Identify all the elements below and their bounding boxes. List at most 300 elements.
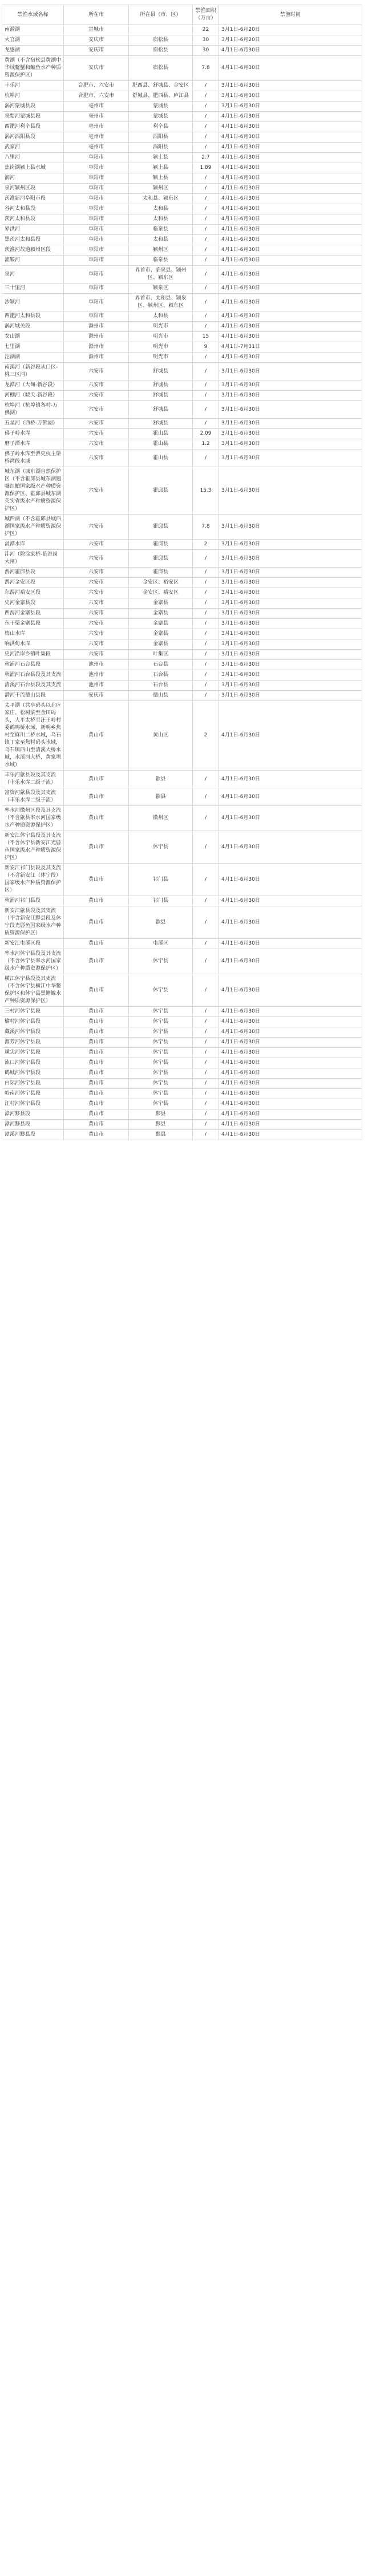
water-body-name-cell: 大官湖: [2, 35, 64, 46]
area-cell: /: [193, 122, 219, 132]
area-cell: /: [193, 639, 219, 650]
table-row: [2, 245, 362, 256]
area-cell: /: [193, 896, 219, 906]
ban-period-cell: 4月1日-6月30日: [219, 173, 362, 184]
city-cell: 黄山市: [64, 806, 129, 831]
water-body-name-cell: 富资河歙县段及其支流（丰乐水库二级子流）: [2, 788, 64, 806]
county-cell: 休宁县: [129, 1038, 193, 1048]
area-cell: /: [193, 1130, 219, 1140]
city-cell: 黄山市: [64, 1038, 129, 1048]
water-body-name-cell: 涡河城关段: [2, 322, 64, 332]
header-name: 禁渔水域名称: [2, 5, 64, 25]
city-cell: 亳州市: [64, 122, 129, 132]
city-cell: 黄山市: [64, 771, 129, 788]
city-cell: 阜阳市: [64, 256, 129, 266]
city-cell: 六安市: [64, 619, 129, 629]
ban-period-cell: 3月1日-6月30日: [219, 691, 362, 701]
county-cell: 休宁县: [129, 1089, 193, 1099]
table-row: [2, 578, 362, 588]
county-cell: 歙县: [129, 788, 193, 806]
area-cell: /: [193, 1120, 219, 1130]
city-cell: 滁州市: [64, 332, 129, 342]
water-body-name-cell: 汪村河休宁县段: [2, 1099, 64, 1109]
water-body-name-cell: 秋浦河祁门县段: [2, 896, 64, 906]
city-cell: 黄山市: [64, 906, 129, 939]
ban-period-cell: 4月1日-6月30日: [219, 949, 362, 974]
area-cell: 30: [193, 35, 219, 46]
area-cell: /: [193, 380, 219, 391]
area-cell: /: [193, 598, 219, 609]
water-body-name-cell: 润河: [2, 173, 64, 184]
table-row: [2, 629, 362, 639]
ban-period-cell: 4月1日-6月30日: [219, 294, 362, 311]
ban-period-cell: 3月1日-6月30日: [219, 102, 362, 112]
table-row: [2, 56, 362, 81]
water-body-name-cell: 沣河（除涂家桥-临淮岗大闸）: [2, 550, 64, 568]
city-cell: 阜阳市: [64, 266, 129, 283]
county-cell: 金寨县: [129, 619, 193, 629]
city-cell: 池州市: [64, 670, 129, 681]
city-cell: 黄山市: [64, 1068, 129, 1079]
water-body-name-cell: 新安江屯溪区段: [2, 939, 64, 949]
page: [0, 0, 368, 1140]
table-row: [2, 550, 362, 568]
ban-period-cell: 4月1日-6月30日: [219, 311, 362, 322]
table-row: [2, 81, 362, 91]
ban-period-cell: 4月1日-6月30日: [219, 771, 362, 788]
table-row: [2, 949, 362, 974]
area-cell: /: [193, 353, 219, 363]
table-row: [2, 1017, 362, 1027]
county-cell: 舒城县: [129, 401, 193, 419]
water-body-name-cell: 秋浦河石台县段及其支流: [2, 670, 64, 681]
county-cell: 霍邱县: [129, 568, 193, 578]
water-body-name-cell: 璜尖河休宁县段: [2, 1048, 64, 1058]
header-period: 禁渔时间: [219, 5, 362, 25]
city-cell: 黄山市: [64, 896, 129, 906]
ban-period-cell: 4月1日-6月30日: [219, 974, 362, 1007]
water-body-name-cell: 潜河干流德山县段: [2, 691, 64, 701]
table-row: [2, 214, 362, 225]
area-cell: /: [193, 1017, 219, 1027]
city-cell: 黄山市: [64, 1089, 129, 1099]
ban-period-cell: 3月1日-6月30日: [219, 660, 362, 670]
table-row: [2, 619, 362, 629]
table-row: [2, 235, 362, 245]
area-cell: 1.2: [193, 439, 219, 449]
ban-period-cell: 4月1日-6月30日: [219, 353, 362, 363]
ban-period-cell: 3月1日-6月30日: [219, 515, 362, 540]
ban-period-cell: 3月1日-6月30日: [219, 429, 362, 439]
table-row: [2, 1058, 362, 1068]
area-cell: 7.8: [193, 56, 219, 81]
water-body-name-cell: 茨河太和县段: [2, 214, 64, 225]
ban-period-cell: 4月1日-6月30日: [219, 332, 362, 342]
table-row: [2, 691, 362, 701]
county-cell: [129, 25, 193, 35]
county-cell: 颍州区: [129, 245, 193, 256]
county-cell: 舒城县: [129, 363, 193, 380]
water-body-name-cell: 西淝河太和县段: [2, 311, 64, 322]
ban-period-cell: 3月1日-6月30日: [219, 568, 362, 578]
ban-period-cell: 3月1日-6月30日: [219, 639, 362, 650]
ban-period-cell: 4月1日-6月30日: [219, 1130, 362, 1140]
county-cell: 叶集区: [129, 650, 193, 660]
table-row: [2, 939, 362, 949]
city-cell: 亳州市: [64, 132, 129, 143]
water-body-name-cell: 藏溪河休宁县段: [2, 1027, 64, 1038]
table-row: [2, 906, 362, 939]
ban-period-cell: 3月1日-6月30日: [219, 81, 362, 91]
table-row: [2, 681, 362, 691]
area-cell: /: [193, 1068, 219, 1079]
county-cell: 太和县: [129, 214, 193, 225]
water-body-name-cell: 佛子岭水库: [2, 429, 64, 439]
water-body-name-cell: 淠河霍邱县段: [2, 568, 64, 578]
table-row: [2, 35, 362, 46]
water-body-name-cell: 率水河徽州区段及其支流（不含歙县率水河国家级水产种质资源保护区）: [2, 806, 64, 831]
table-row: [2, 1089, 362, 1099]
ban-period-cell: 4月1日-6月30日: [219, 122, 362, 132]
header-area: 禁渔面积（万亩）: [193, 5, 219, 25]
area-cell: /: [193, 568, 219, 578]
ban-period-cell: 3月1日-6月30日: [219, 609, 362, 619]
ban-period-cell: 3月1日-6月20日: [219, 25, 362, 35]
ban-period-cell: 4月1日-6月30日: [219, 1120, 362, 1130]
header-city: 所在市: [64, 5, 129, 25]
ban-period-cell: 3月1日-6月30日: [219, 449, 362, 467]
ban-period-cell: 4月1日-6月30日: [219, 235, 362, 245]
table-row: [2, 311, 362, 322]
city-cell: 黄山市: [64, 939, 129, 949]
table-row: [2, 831, 362, 864]
table-row: [2, 701, 362, 771]
city-cell: 六安市: [64, 429, 129, 439]
city-cell: 安庆市: [64, 46, 129, 56]
table-row: [2, 515, 362, 540]
city-cell: 六安市: [64, 609, 129, 619]
water-body-name-cell: 漳河黟县段: [2, 1120, 64, 1130]
water-body-name-cell: 八里河: [2, 153, 64, 163]
area-cell: /: [193, 550, 219, 568]
city-cell: 阜阳市: [64, 225, 129, 235]
city-cell: 黄山市: [64, 788, 129, 806]
table-row: [2, 1109, 362, 1120]
water-body-name-cell: 东淠河裕安区段: [2, 588, 64, 598]
city-cell: 黄山市: [64, 1130, 129, 1140]
ban-period-cell: 4月1日-6月30日: [219, 143, 362, 153]
fishing-ban-table: [2, 5, 362, 1140]
city-cell: 池州市: [64, 681, 129, 691]
water-body-name-cell: 新安江歙县段及其支流（不含新安江黟县段及休宁段光唇鱼国家级水产种质资源保护区）: [2, 906, 64, 939]
area-cell: /: [193, 235, 219, 245]
county-cell: 蒙城县: [129, 112, 193, 122]
ban-period-cell: 3月1日-6月30日: [219, 550, 362, 568]
water-body-name-cell: 史河沿岸乡镇叶集段: [2, 650, 64, 660]
city-cell: 亳州市: [64, 112, 129, 122]
table-row: [2, 771, 362, 788]
table-row: [2, 1007, 362, 1017]
water-body-name-cell: 秋浦河石台县段: [2, 660, 64, 670]
county-cell: 歙县: [129, 771, 193, 788]
water-body-name-cell: 城西湖（不含霍邱县城西湖国家级水产种质资源保护区）: [2, 515, 64, 540]
table-row: [2, 568, 362, 578]
city-cell: 黄山市: [64, 1048, 129, 1058]
table-row: [2, 650, 362, 660]
county-cell: 休宁县: [129, 1048, 193, 1058]
county-cell: 德山县: [129, 691, 193, 701]
table-row: [2, 332, 362, 342]
table-row: [2, 163, 362, 173]
city-cell: 六安市: [64, 391, 129, 401]
water-body-name-cell: 清溪河石台县段及其支流: [2, 681, 64, 691]
ban-period-cell: 4月1日-6月30日: [219, 132, 362, 143]
area-cell: /: [193, 609, 219, 619]
city-cell: 亳州市: [64, 102, 129, 112]
city-cell: 阜阳市: [64, 194, 129, 204]
area-cell: /: [193, 449, 219, 467]
table-row: [2, 294, 362, 311]
ban-period-cell: 3月1日-6月30日: [219, 598, 362, 609]
county-cell: 太和县、颍东区: [129, 194, 193, 204]
area-cell: /: [193, 1099, 219, 1109]
ban-period-cell: 3月1日-6月30日: [219, 401, 362, 419]
area-cell: /: [193, 939, 219, 949]
city-cell: 六安市: [64, 578, 129, 588]
area-cell: /: [193, 401, 219, 419]
ban-period-cell: 4月1日-6月30日: [219, 1079, 362, 1089]
area-cell: /: [193, 1058, 219, 1068]
ban-period-cell: 4月1日-6月30日: [219, 1007, 362, 1017]
county-cell: 金寨县: [129, 609, 193, 619]
ban-period-cell: 4月1日-6月30日: [219, 225, 362, 235]
table-row: [2, 598, 362, 609]
county-cell: 颍上县: [129, 173, 193, 184]
county-cell: 金安区、裕安区: [129, 588, 193, 598]
county-cell: 屯溪区: [129, 939, 193, 949]
county-cell: 太和县: [129, 235, 193, 245]
water-body-name-cell: 茨淮新河阜阳市段: [2, 194, 64, 204]
county-cell: 歙县: [129, 906, 193, 939]
ban-period-cell: 4月1日-6月30日: [219, 1038, 362, 1048]
area-cell: /: [193, 225, 219, 235]
ban-period-cell: 3月1日-6月20日: [219, 35, 362, 46]
area-cell: /: [193, 629, 219, 639]
area-cell: 2: [193, 540, 219, 550]
ban-period-cell: 3月1日-6月30日: [219, 391, 362, 401]
table-row: [2, 540, 362, 550]
county-cell: 金寨县: [129, 629, 193, 639]
table-row: [2, 102, 362, 112]
county-cell: 舒城县: [129, 419, 193, 429]
county-cell: 霍邱县: [129, 550, 193, 568]
table-row: [2, 122, 362, 132]
ban-period-cell: 3月1日-6月30日: [219, 619, 362, 629]
area-cell: /: [193, 670, 219, 681]
city-cell: 阜阳市: [64, 235, 129, 245]
area-cell: 2: [193, 701, 219, 771]
ban-period-cell: 3月1日-6月30日: [219, 91, 362, 102]
area-cell: /: [193, 112, 219, 122]
table-row: [2, 173, 362, 184]
county-cell: 石台县: [129, 670, 193, 681]
water-body-name-cell: 泉河颍州区段: [2, 184, 64, 194]
table-row: [2, 112, 362, 122]
city-cell: 黄山市: [64, 1079, 129, 1089]
county-cell: 宿松县: [129, 35, 193, 46]
city-cell: 阜阳市: [64, 184, 129, 194]
table-row: [2, 1027, 362, 1038]
city-cell: 黄山市: [64, 1120, 129, 1130]
city-cell: 黄山市: [64, 1058, 129, 1068]
county-cell: 界首市、临泉县、颍州区、颍东区: [129, 266, 193, 283]
table-row: [2, 1130, 362, 1140]
city-cell: 阜阳市: [64, 245, 129, 256]
area-cell: /: [193, 266, 219, 283]
table-row: [2, 788, 362, 806]
county-cell: 霍邱县: [129, 540, 193, 550]
ban-period-cell: 4月1日-6月30日: [219, 806, 362, 831]
water-body-name-cell: 佛子岭水库至淠史杭主渠桥湾段水域: [2, 449, 64, 467]
city-cell: 黄山市: [64, 974, 129, 1007]
ban-period-cell: 4月1日-6月30日: [219, 1058, 362, 1068]
water-body-name-cell: 史河金寨县段: [2, 598, 64, 609]
area-cell: 15.3: [193, 467, 219, 515]
area-cell: /: [193, 831, 219, 864]
ban-period-cell: 3月1日-6月30日: [219, 681, 362, 691]
water-body-name-cell: 涡河蒙城县段: [2, 102, 64, 112]
water-body-name-cell: 七里湖: [2, 342, 64, 353]
city-cell: 黄山市: [64, 949, 129, 974]
water-body-name-cell: 西淠河金寨县段: [2, 609, 64, 619]
county-cell: 颍州区: [129, 184, 193, 194]
county-cell: 休宁县: [129, 974, 193, 1007]
water-body-name-cell: 谷河太和县段: [2, 204, 64, 214]
ban-period-cell: 4月1日-6月30日: [219, 112, 362, 122]
county-cell: 颍上县: [129, 163, 193, 173]
city-cell: 阜阳市: [64, 294, 129, 311]
water-body-name-cell: 漳溪河黟县段: [2, 1130, 64, 1140]
area-cell: /: [193, 391, 219, 401]
water-body-name-cell: 岭南河休宁县段: [2, 1089, 64, 1099]
county-cell: 涡阳县: [129, 132, 193, 143]
ban-period-cell: 4月1日-6月30日: [219, 831, 362, 864]
area-cell: 1.89: [193, 163, 219, 173]
table-row: [2, 974, 362, 1007]
water-body-name-cell: 西淝河利辛县段: [2, 122, 64, 132]
ban-period-cell: 4月1日-6月30日: [219, 896, 362, 906]
table-row: [2, 806, 362, 831]
ban-period-cell: 3月1日-6月30日: [219, 670, 362, 681]
water-body-name-cell: 焦岗湖颍上县水域: [2, 163, 64, 173]
city-cell: 六安市: [64, 588, 129, 598]
water-body-name-cell: 率水河休宁县段及其支流（不含休宁县率水河国家级水产种质资源保护区）: [2, 949, 64, 974]
table-row: [2, 439, 362, 449]
area-cell: 15: [193, 332, 219, 342]
county-cell: 明光市: [129, 353, 193, 363]
area-cell: /: [193, 132, 219, 143]
city-cell: 六安市: [64, 401, 129, 419]
city-cell: 黄山市: [64, 1007, 129, 1017]
county-cell: 霍邱县: [129, 515, 193, 540]
county-cell: 金安区、裕安区: [129, 578, 193, 588]
water-body-name-cell: 太平湖（共享码头以北应家庄、松树梁至金田码头，大平太桥至汪王岭村委鹤鸣桥水域，新明乡焦村至麻川二桥水域，乌石镇丁家至焦村码头水域，乌石镇西山至清溪大桥水域，水溪河大桥，黄家坝水域）: [2, 701, 64, 771]
area-cell: /: [193, 91, 219, 102]
water-body-name-cell: 女山湖: [2, 332, 64, 342]
county-cell: 涡阳县: [129, 143, 193, 153]
ban-period-cell: 3月1日-6月30日: [219, 439, 362, 449]
table-row: [2, 1099, 362, 1109]
area-cell: /: [193, 619, 219, 629]
water-body-name-cell: 龙感湖: [2, 46, 64, 56]
city-cell: 阜阳市: [64, 204, 129, 214]
table-row: [2, 25, 362, 35]
area-cell: /: [193, 681, 219, 691]
city-cell: 六安市: [64, 639, 129, 650]
area-cell: /: [193, 771, 219, 788]
area-cell: /: [193, 363, 219, 380]
county-cell: 颍泉区: [129, 283, 193, 294]
ban-period-cell: 3月1日-6月30日: [219, 588, 362, 598]
area-cell: /: [193, 102, 219, 112]
table-row: [2, 660, 362, 670]
ban-period-cell: 4月1日-6月30日: [219, 153, 362, 163]
ban-period-cell: 4月1日-6月30日: [219, 46, 362, 56]
water-body-name-cell: 磨子潭水库: [2, 439, 64, 449]
area-cell: 22: [193, 25, 219, 35]
city-cell: 六安市: [64, 449, 129, 467]
water-body-name-cell: 泉河: [2, 266, 64, 283]
city-cell: 六安市: [64, 629, 129, 639]
ban-period-cell: 4月1日-6月30日: [219, 266, 362, 283]
area-cell: /: [193, 864, 219, 896]
county-cell: 休宁县: [129, 1027, 193, 1038]
county-cell: 临泉县: [129, 225, 193, 235]
ban-period-cell: 4月1日-6月30日: [219, 56, 362, 81]
county-cell: 舒城县、肥西县、庐江县: [129, 91, 193, 102]
ban-period-cell: 4月1日-7月31日: [219, 342, 362, 353]
water-body-name-cell: 三村河休宁县段: [2, 1007, 64, 1017]
county-cell: 休宁县: [129, 1079, 193, 1089]
area-cell: /: [193, 204, 219, 214]
ban-period-cell: 3月1日-6月30日: [219, 540, 362, 550]
ban-period-cell: 4月1日-6月30日: [219, 194, 362, 204]
county-cell: 肥西县、舒城县、金安区: [129, 81, 193, 91]
water-body-name-cell: 新安江休宁县段及其支流（不含休宁县新安江光唇鱼国家级水产种质资源保护区）: [2, 831, 64, 864]
area-cell: /: [193, 256, 219, 266]
area-cell: /: [193, 788, 219, 806]
city-cell: 滁州市: [64, 353, 129, 363]
county-cell: 蒙城县: [129, 102, 193, 112]
city-cell: 阜阳市: [64, 153, 129, 163]
water-body-name-cell: 杭埠河（杭埠镇各村-万佛湖）: [2, 401, 64, 419]
table-row: [2, 1079, 362, 1089]
county-cell: 明光市: [129, 342, 193, 353]
city-cell: 合肥市、六安市: [64, 81, 129, 91]
county-cell: 霍邱县: [129, 467, 193, 515]
table-row: [2, 194, 362, 204]
county-cell: 黄山区: [129, 701, 193, 771]
water-body-name-cell: 漳河黟县段: [2, 1109, 64, 1120]
ban-period-cell: 3月1日-6月30日: [219, 578, 362, 588]
table-row: [2, 204, 362, 214]
table-row: [2, 864, 362, 896]
county-cell: 颍上县: [129, 153, 193, 163]
table-row: [2, 429, 362, 439]
ban-period-cell: 4月1日-6月30日: [219, 701, 362, 771]
ban-period-cell: 4月1日-6月30日: [219, 163, 362, 173]
water-body-name-cell: 黑茨河太和县段: [2, 235, 64, 245]
